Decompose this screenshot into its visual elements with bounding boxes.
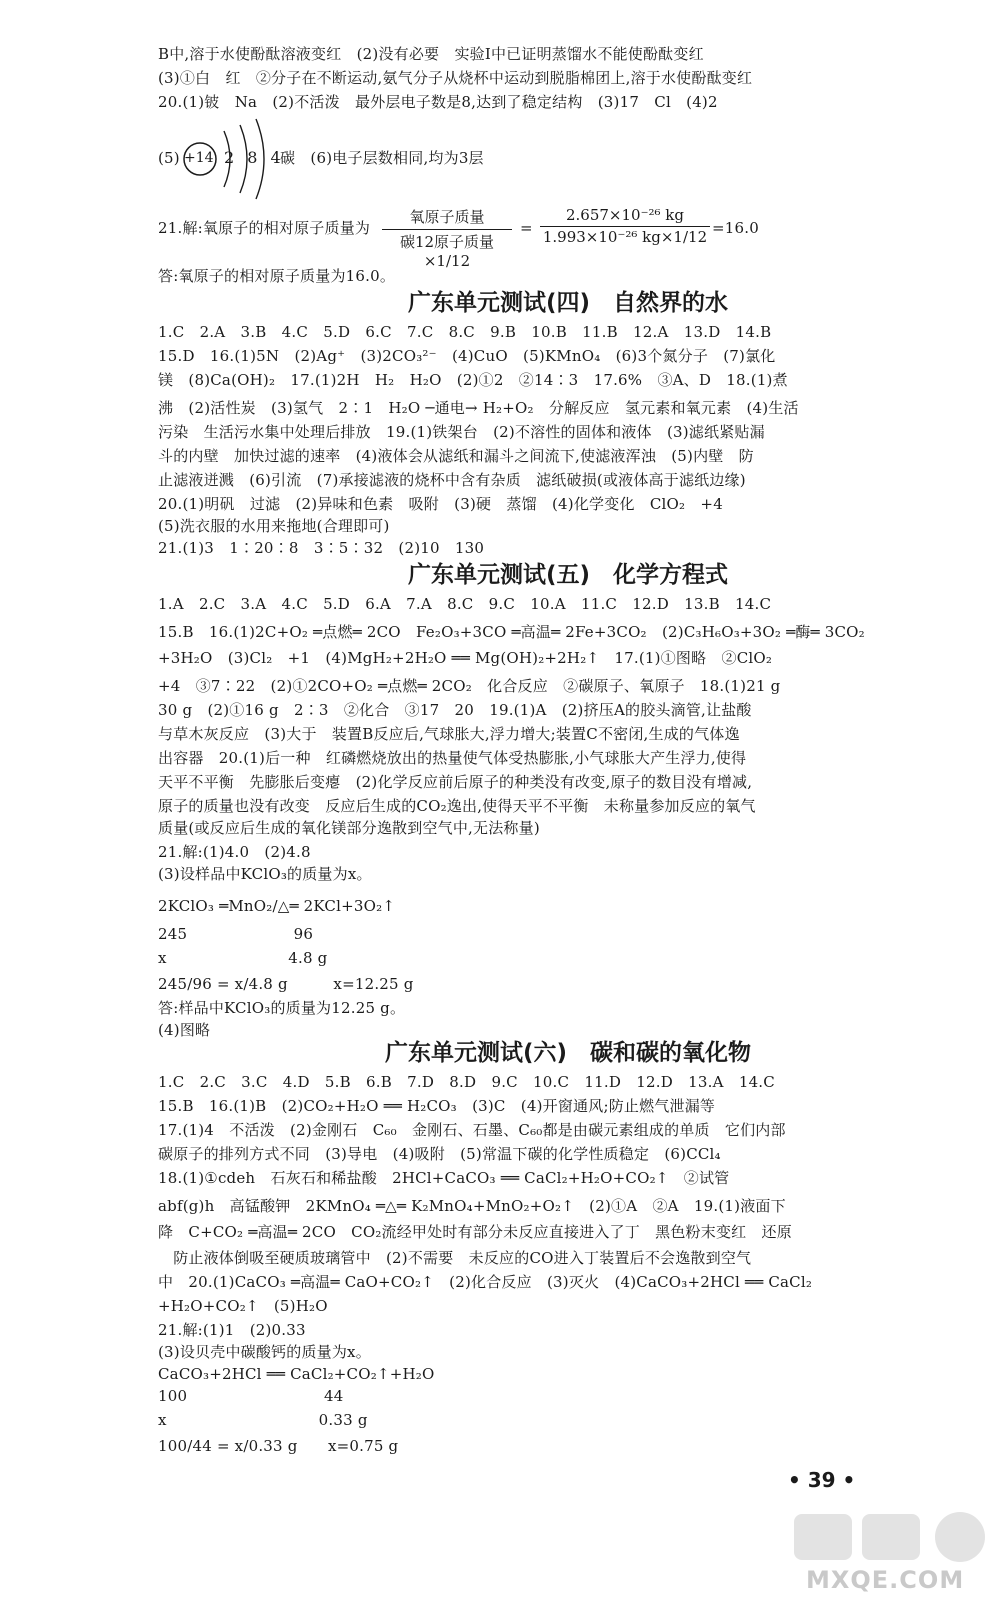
text-line: 20.(1)铍 Na (2)不活泼 最外层电子数是8,达到了稳定结构 (3)17 Cl (4)2	[158, 93, 718, 111]
text-line: +3H₂O (3)Cl₂ +1 (4)MgH₂+2H₂O ══ Mg(OH)₂+2H₂↑ 17.(1)①图略 ②ClO₂	[158, 649, 773, 667]
text-line: 镁 (8)Ca(OH)₂ 17.(1)2H H₂ H₂O (2)①2 ②14∶3 17.6% ③A、D 18.(1)煮	[158, 371, 788, 389]
text-line: 碳原子的排列方式不同 (3)导电 (4)吸附 (5)常温下碳的化学性质稳定 (6)CCl₄	[158, 1145, 721, 1163]
text-line: (4)图略	[158, 1021, 211, 1039]
text-line: +H₂O+CO₂↑ (5)H₂O	[158, 1297, 328, 1315]
text-line: 100 44	[158, 1387, 344, 1405]
fraction-2: 2.657×10⁻²⁶ kg 1.993×10⁻²⁶ kg×1/12	[540, 206, 710, 246]
section-heading: 广东单元测试(五) 化学方程式	[407, 562, 729, 588]
text-line: 原子的质量也没有改变 反应后生成的CO₂逸出,使得天平不平衡 未称量参加反应的氧气	[158, 797, 756, 815]
equals-sign: =	[520, 219, 533, 237]
text-line: 245/96 = x/4.8 g x=12.25 g	[158, 975, 414, 993]
text-line: 质量(或反应后生成的氧化镁部分逸散到空气中,无法称量)	[158, 819, 540, 837]
text-line: (3)设贝壳中碳酸钙的质量为x。	[158, 1343, 371, 1361]
fraction-1: 氧原子质量 碳12原子质量×1/12	[382, 206, 512, 270]
text-line: CaCO₃+2HCl ══ CaCl₂+CO₂↑+H₂O	[158, 1365, 435, 1383]
text-line: (5)洗衣服的水用来拖地(合理即可)	[158, 517, 390, 535]
text-line: (5)	[158, 149, 180, 167]
watermark-url: MXQE.COM	[806, 1566, 965, 1594]
text-line: 21.解:(1)4.0 (2)4.8	[158, 843, 311, 861]
text-line: 防止液体倒吸至硬质玻璃管中 (2)不需要 未反应的CO进入丁装置后不会逸散到空气	[158, 1249, 752, 1267]
page-number: • 39 •	[788, 1468, 856, 1492]
section-heading: 广东单元测试(六) 碳和碳的氧化物	[384, 1040, 752, 1066]
result: =16.0	[712, 219, 759, 237]
text-line: 245 96	[158, 925, 314, 943]
electron-shells: 2 8 4	[224, 148, 285, 167]
text-line: 30 g (2)①16 g 2∶3 ②化合 ③17 20 19.(1)A (2)挤压A的胶头滴管,让盐酸	[158, 701, 752, 719]
text-line: 止滤液迸溅 (6)引流 (7)承接滤液的烧杯中含有杂质 滤纸破损(或液体高于滤纸边缘)	[158, 471, 746, 489]
text-line: 与草木灰反应 (3)大于 装置B反应后,气球胀大,浮力增大;装置C不密闭,生成的气体逸	[158, 725, 740, 743]
text-line: 15.B 16.(1)2C+O₂ ═点燃═ 2CO Fe₂O₃+3CO ═高温═ 2Fe+3CO₂ (2)C₃H₆O₃+3O₂ ═酶═ 3CO₂	[158, 623, 865, 641]
text-line: x 4.8 g	[158, 949, 328, 967]
text-line: 沸 (2)活性炭 (3)氢气 2∶1 H₂O ─通电→ H₂+O₂ 分解反应 氢元素和氧元素 (4)生活	[158, 399, 799, 417]
text-line: 碳 (6)电子层数相同,均为3层	[280, 149, 484, 167]
text-line: 1.C 2.A 3.B 4.C 5.D 6.C 7.C 8.C 9.B 10.B 11.B 12.A 13.D 14.B	[158, 323, 772, 341]
text-line: (3)设样品中KClO₃的质量为x。	[158, 865, 372, 883]
text-line: +4 ③7∶22 (2)①2CO+O₂ ═点燃═ 2CO₂ 化合反应 ②碳原子、氧原子 18.(1)21 g	[158, 677, 781, 695]
text-line: 15.D 16.(1)5N (2)Ag⁺ (3)2CO₃²⁻ (4)CuO (5)KMnO₄ (6)3个氮分子 (7)氯化	[158, 347, 776, 365]
text-line: 1.A 2.C 3.A 4.C 5.D 6.A 7.A 8.C 9.C 10.A 11.C 12.D 13.B 14.C	[158, 595, 772, 613]
text-line: 21.解:氧原子的相对原子质量为	[158, 219, 371, 237]
text-line: 2KClO₃ ═MnO₂/△═ 2KCl+3O₂↑	[158, 897, 396, 915]
text-line: 斗的内壁 加快过滤的速率 (4)液体会从滤纸和漏斗之间流下,使滤液浑浊 (5)内壁 防	[158, 447, 754, 465]
text-line: 18.(1)①cdeh 石灰石和稀盐酸 2HCl+CaCO₃ ══ CaCl₂+H₂O+CO₂↑ ②试管	[158, 1169, 730, 1187]
text-line: 17.(1)4 不活泼 (2)金刚石 C₆₀ 金刚石、石墨、C₆₀都是由碳元素组成的单质 它们内部	[158, 1121, 786, 1139]
atom-structure-diagram	[180, 115, 290, 205]
text-line: x 0.33 g	[158, 1411, 368, 1429]
text-line: (3)①白 红 ②分子在不断运动,氨气分子从烧杯中运动到脱脂棉团上,溶于水使酚酞变红	[158, 69, 753, 87]
text-line: 21.(1)3 1∶20∶8 3∶5∶32 (2)10 130	[158, 539, 485, 557]
text-line: 天平不平衡 先膨胀后变瘪 (2)化学反应前后原子的种类没有改变,原子的数目没有增减,	[158, 773, 753, 791]
text-line: 1.C 2.C 3.C 4.D 5.B 6.B 7.D 8.D 9.C 10.C 11.D 12.D 13.A 14.C	[158, 1073, 775, 1091]
text-line: 中 20.(1)CaCO₃ ═高温═ CaO+CO₂↑ (2)化合反应 (3)灭火 (4)CaCO₃+2HCl ══ CaCl₂	[158, 1273, 813, 1291]
text-line: 出容器 20.(1)后一种 红磷燃烧放出的热量使气体受热膨胀,小气球胀大产生浮力,使得	[158, 749, 747, 767]
text-line: B中,溶于水使酚酞溶液变红 (2)没有必要 实验Ⅰ中已证明蒸馏水不能使酚酞变红	[158, 45, 704, 63]
nucleus-charge: +14	[184, 150, 214, 166]
text-line: 答:样品中KClO₃的质量为12.25 g。	[158, 999, 406, 1017]
text-line: 降 C+CO₂ ═高温═ 2CO CO₂流经甲处时有部分未反应直接进入了丁 黑色粉末变红 还原	[158, 1223, 792, 1241]
section-heading: 广东单元测试(四) 自然界的水	[407, 290, 729, 316]
text-line: 污染 生活污水集中处理后排放 19.(1)铁架台 (2)不溶性的固体和液体 (3)滤纸紧贴漏	[158, 423, 765, 441]
text-line: 答:氧原子的相对原子质量为16.0。	[158, 267, 396, 285]
text-line: abf(g)h 高锰酸钾 2KMnO₄ ═△═ K₂MnO₄+MnO₂+O₂↑ (2)①A ②A 19.(1)液面下	[158, 1197, 786, 1215]
text-line: 21.解:(1)1 (2)0.33	[158, 1321, 306, 1339]
text-line: 20.(1)明矾 过滤 (2)异味和色素 吸附 (3)硬 蒸馏 (4)化学变化 ClO₂ +4	[158, 495, 723, 513]
text-line: 15.B 16.(1)B (2)CO₂+H₂O ══ H₂CO₃ (3)C (4)开窗通风;防止燃气泄漏等	[158, 1097, 716, 1115]
text-line: 100/44 = x/0.33 g x=0.75 g	[158, 1437, 399, 1455]
